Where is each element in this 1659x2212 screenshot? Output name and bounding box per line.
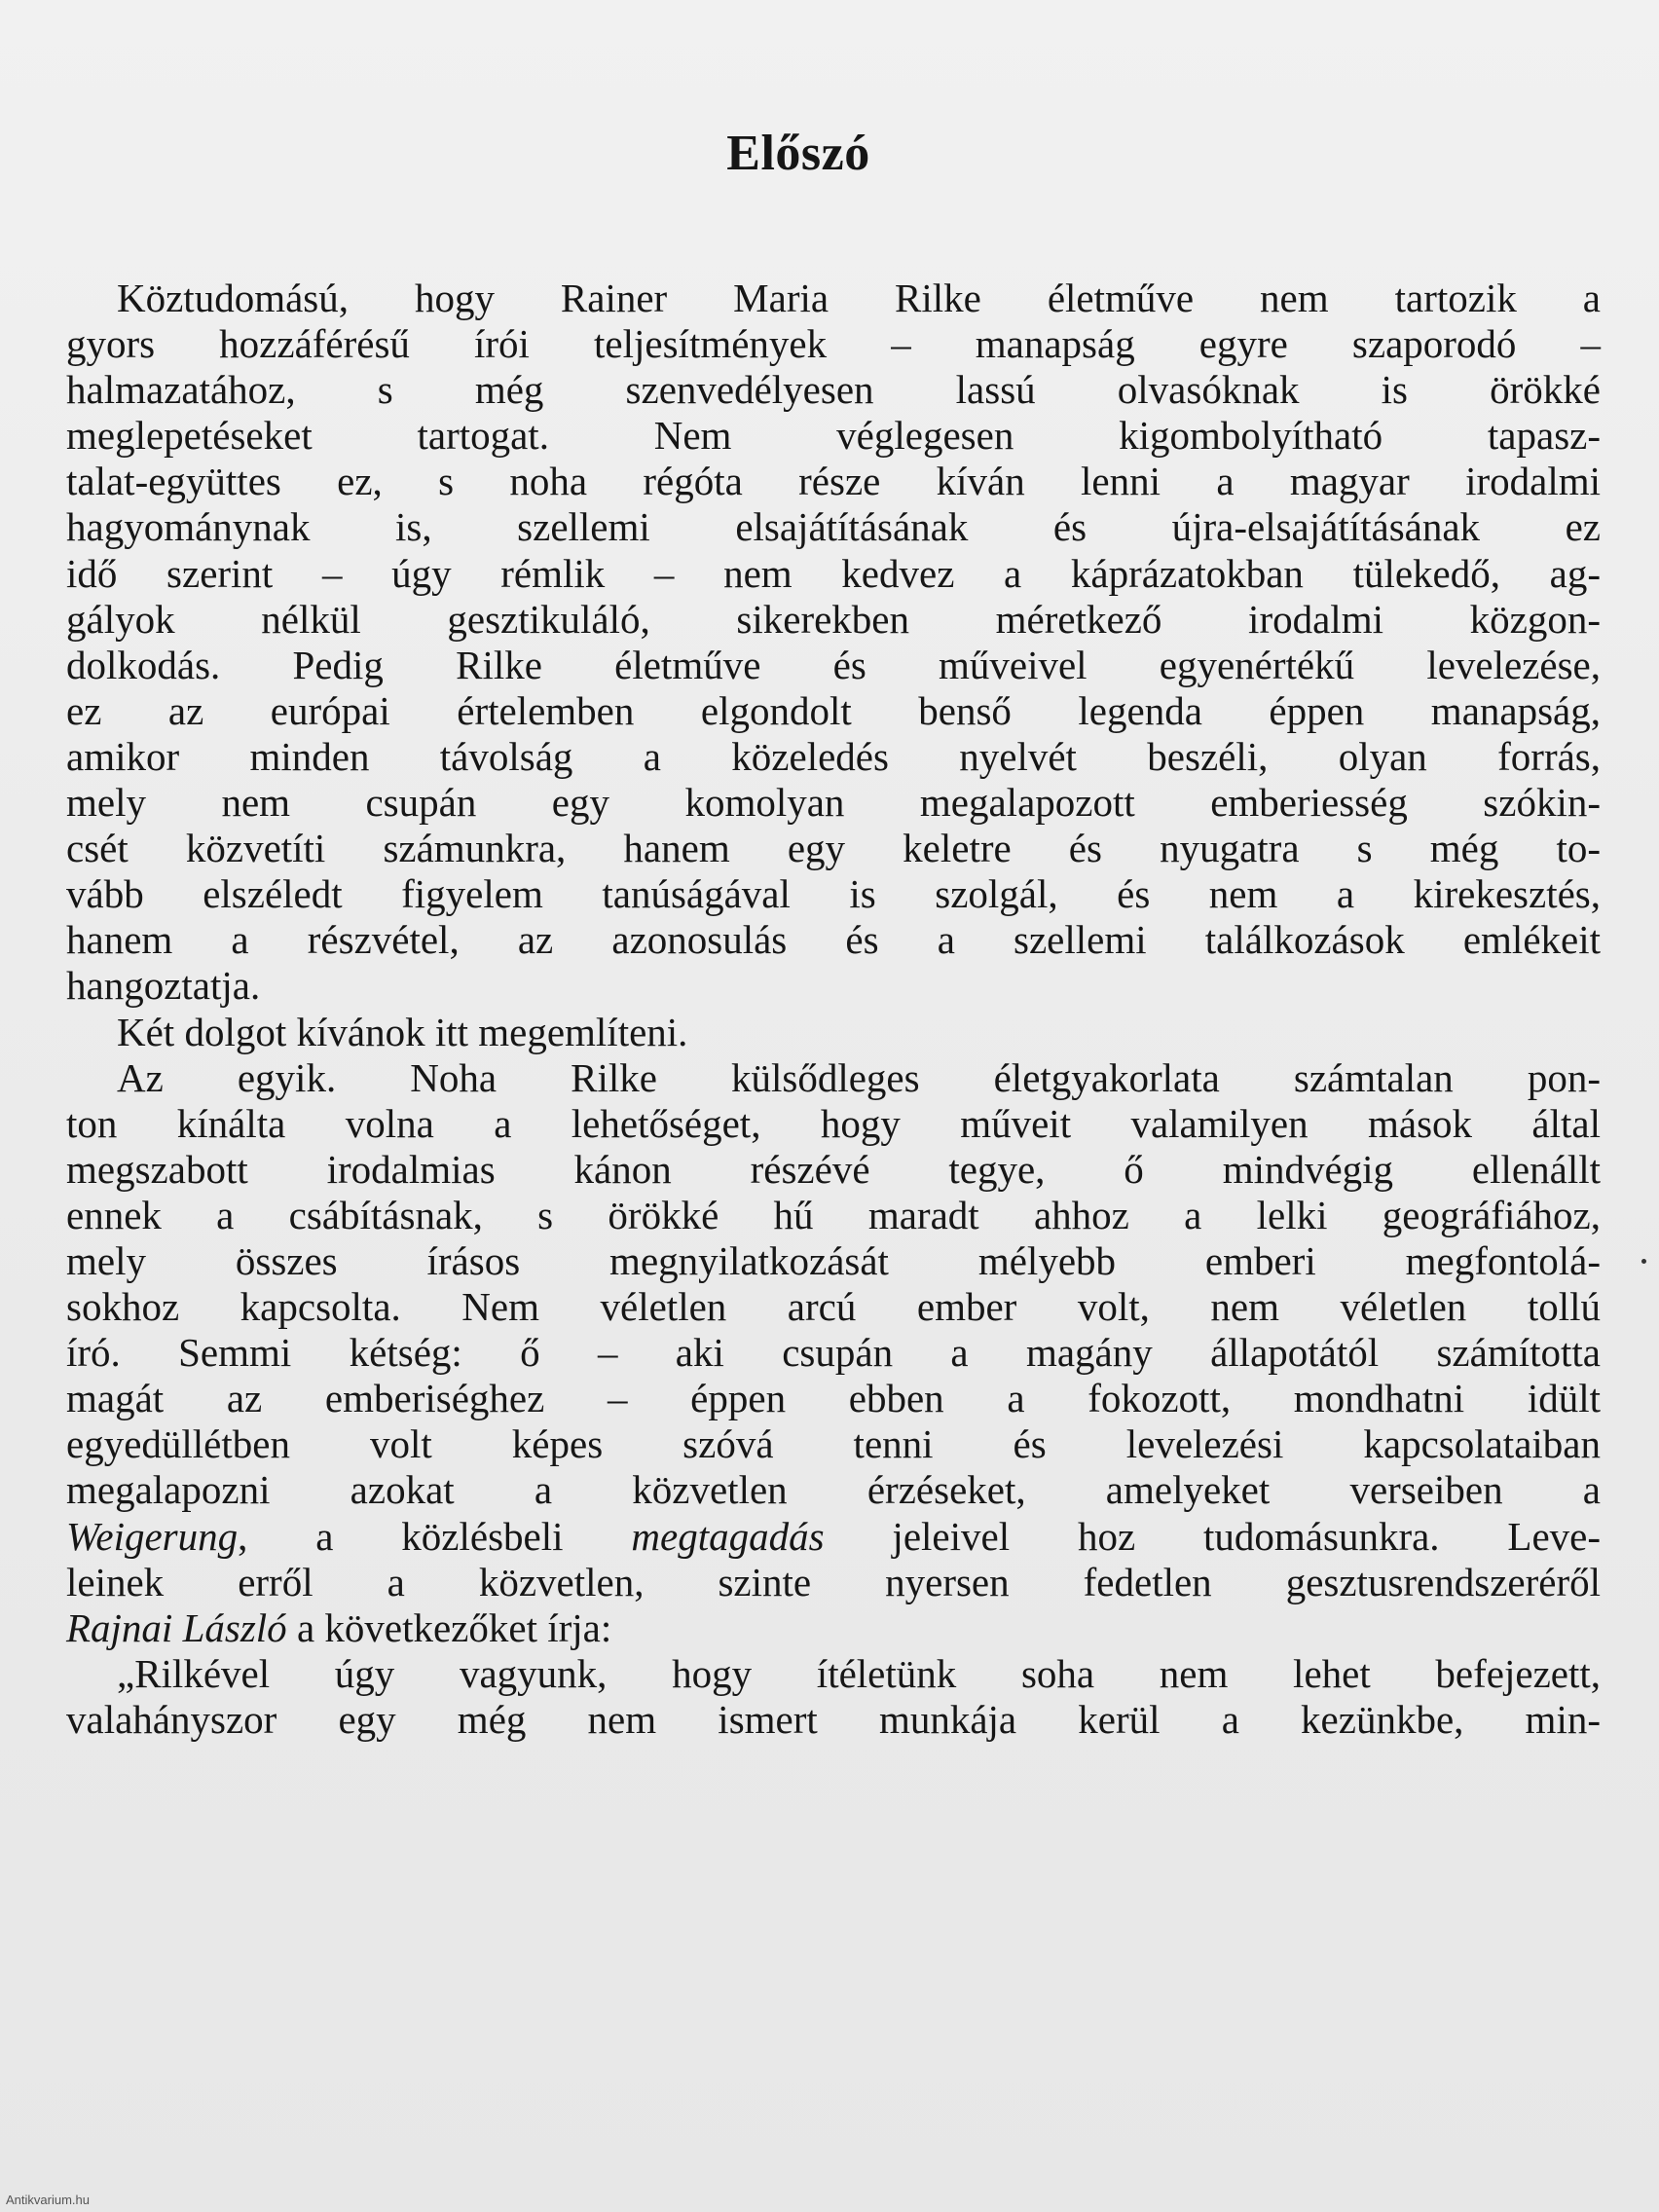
text-line: ennek a csábításnak, s örökké hű maradt ahhoz a lelki geográfiához, <box>66 1192 1601 1237</box>
text-line: Weigerung, a közlésbeli megtagadás jeleivel hoz tudomásunkra. Leve- <box>66 1513 1601 1559</box>
text-line: csét közvetíti számunkra, hanem egy keletre és nyugatra s még to- <box>66 826 1601 871</box>
text-line: talat-együttes ez, s noha régóta része kíván lenni a magyar irodalmi <box>66 459 1601 504</box>
text-line: vább elszéledt figyelem tanúságával is szolgál, és nem a kirekesztés, <box>66 871 1601 917</box>
text-line: hanem a részvétel, az azonosulás és a szellemi találkozások emlékeit <box>66 917 1601 963</box>
text-line: Rajnai László a következőket írja: <box>66 1604 612 1650</box>
body-text <box>66 276 1601 1743</box>
text-line: leinek erről a közvetlen, szinte nyersen fedetlen gesztusrendszeréről <box>66 1559 1601 1604</box>
text-line: író. Semmi kétség: ő – aki csupán a magány állapotától számította <box>66 1330 1601 1376</box>
text-line: „Rilkével úgy vagyunk, hogy ítéletünk soha nem lehet befejezett, <box>117 1650 1601 1696</box>
text-line: halmazatához, s még szenvedélyesen lassú olvasóknak is örökké <box>66 367 1601 413</box>
text-line: sokhoz kapcsolta. Nem véletlen arcú ember volt, nem véletlen tollú <box>66 1284 1601 1330</box>
text-line: ez az európai értelemben elgondolt benső legenda éppen manapság, <box>66 687 1601 733</box>
text-line: Az egyik. Noha Rilke külsődleges életgyakorlata számtalan pon- <box>117 1054 1601 1100</box>
text-line: hangoztatja. <box>66 963 261 1009</box>
text-line: megalapozni azokat a közvetlen érzéseket, amelyeket verseiben a <box>66 1467 1601 1513</box>
text-line: ton kínálta volna a lehetőséget, hogy műveit valamilyen mások által <box>66 1100 1601 1146</box>
page-title: Előszó <box>726 126 870 181</box>
text-line: gályok nélkül gesztikuláló, sikerekben méretkező irodalmi közgon- <box>66 596 1601 642</box>
text-line: egyedüllétben volt képes szóvá tenni és levelezési kapcsolataiban <box>66 1421 1601 1467</box>
ink-speck <box>1641 1259 1646 1264</box>
text-line: meglepetéseket tartogat. Nem véglegesen kigombolyítható tapasz- <box>66 413 1601 459</box>
text-line: mely összes írásos megnyilatkozását mélyebb emberi megfontolá- <box>66 1237 1601 1283</box>
text-line: hagyománynak is, szellemi elsajátításának és újra-elsajátításának ez <box>66 504 1601 550</box>
text-line: amikor minden távolság a közeledés nyelvét beszéli, olyan forrás, <box>66 733 1601 779</box>
watermark: Antikvarium.hu <box>6 2193 90 2207</box>
text-line: mely nem csupán egy komolyan megalapozott emberiesség szókin- <box>66 780 1601 826</box>
text-line: Köztudomású, hogy Rainer Maria Rilke életműve nem tartozik a <box>117 276 1601 320</box>
text-line: valahányszor egy még nem ismert munkája kerül a kezünkbe, min- <box>66 1696 1601 1742</box>
text-line: gyors hozzáférésű írói teljesítmények – manapság egyre szaporodó – <box>66 321 1601 367</box>
text-line: Két dolgot kívánok itt megemlíteni. <box>117 1009 688 1054</box>
text-line: magát az emberiséghez – éppen ebben a fokozott, mondhatni idült <box>66 1376 1601 1421</box>
text-line: dolkodás. Pedig Rilke életműve és műveivel egyenértékű levelezése, <box>66 642 1601 687</box>
text-line: idő szerint – úgy rémlik – nem kedvez a káprázatokban tülekedő, ag- <box>66 550 1601 596</box>
text-line: megszabott irodalmias kánon részévé tegye, ő mindvégig ellenállt <box>66 1146 1601 1192</box>
